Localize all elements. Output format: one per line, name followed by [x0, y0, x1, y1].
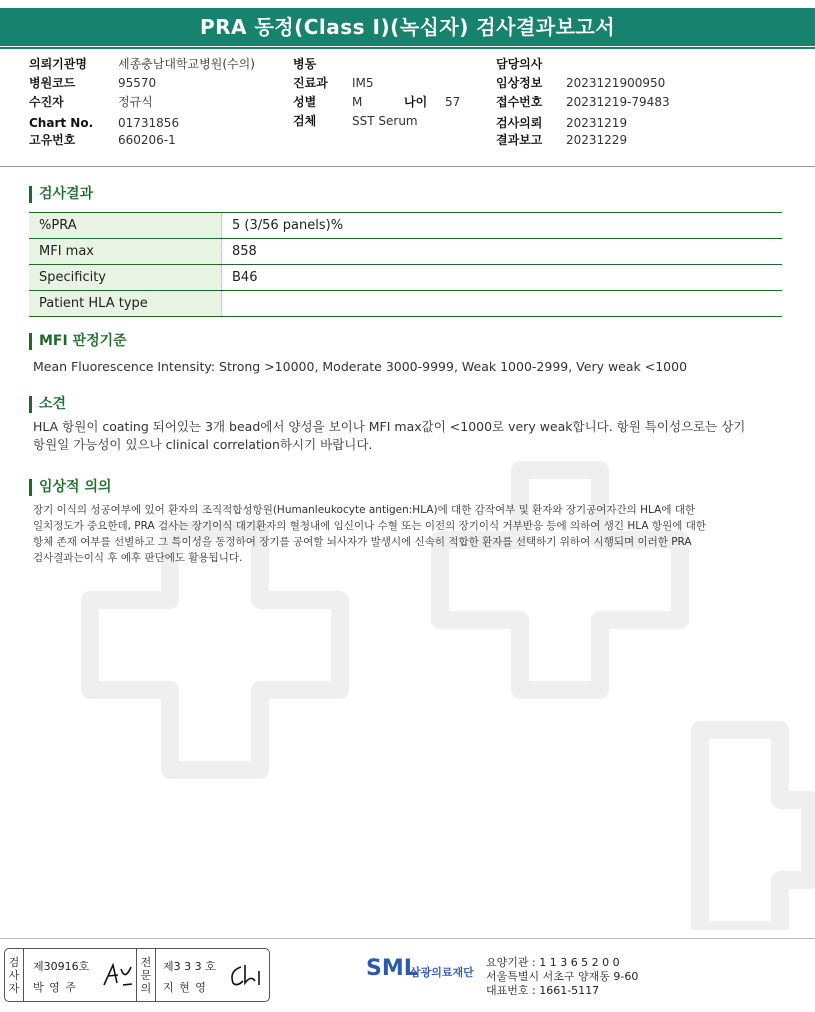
info-value-receipt-no: 20231219-79483: [566, 95, 670, 109]
clinical-text: [33, 502, 763, 566]
specialist-signature-icon: [227, 961, 265, 989]
result-label-pra: %PRA: [29, 213, 222, 239]
table-row: [29, 239, 782, 265]
info-key-institution: 의뢰기관명: [29, 57, 87, 71]
info-value-request-date: 20231219: [566, 116, 628, 130]
result-label-hla-type: Patient HLA type: [29, 291, 222, 317]
info-key-clinical-info: 임상정보: [496, 76, 543, 90]
info-value-clinical-info: 2023121900950: [566, 76, 666, 90]
info-key-report-date: 결과보고: [496, 133, 543, 147]
table-row: [29, 213, 782, 239]
result-value-pra: 5 (3/56 panels)%: [222, 213, 783, 239]
mfi-criteria-text: Mean Fluorescence Intensity: Strong >10000, Moderate 3000-9999, Weak 1000-2999, Very weak <1000: [33, 359, 688, 374]
clinical-line: 항체 존재 여부를 선별하고 그 특이성을 동정하여 장기를 공여할 뇌사자가 발생시에 신속히 적합한 환자를 선택하기 위하여 시행되며 이러한 PRA: [33, 536, 692, 548]
table-row: [29, 291, 782, 317]
clinical-line: 장기 이식의 성공여부에 있어 환자의 조직적합성항원(Humanleukocyte antigen:HLA)에 대한 감작여부 및 환자와 장기공여자간의 HLA에 대한: [33, 504, 696, 516]
specialist-label-char: 문: [140, 968, 152, 982]
result-value-specificity: B46: [222, 265, 783, 291]
address-line: 대표번호 : 1661-5117: [486, 984, 600, 997]
footer-divider: [0, 938, 815, 939]
info-value-department: IM5: [352, 76, 374, 90]
section-title-clinical: 임상적 의의: [29, 479, 112, 496]
inspector-label-char: 검: [8, 955, 20, 969]
result-label-specificity: Specificity: [29, 265, 222, 291]
info-value-institution: 세종충남대학교병원(수의): [118, 57, 255, 71]
inspector-label-char: 자: [8, 981, 20, 995]
logo-text: SML: [366, 956, 418, 981]
specialist-label: [136, 949, 156, 1001]
report-title: PRA 동정(Class I)(녹십자) 검사결과보고서: [0, 8, 815, 46]
finding-text: [33, 418, 768, 454]
patient-info: [0, 0, 815, 160]
info-key-sex: 성별: [293, 95, 317, 109]
info-key-physician: 담당의사: [496, 57, 543, 71]
info-key-unique-no: 고유번호: [29, 133, 76, 147]
info-key-ward: 병동: [293, 57, 317, 71]
info-key-specimen: 검체: [293, 114, 317, 128]
info-key-patient: 수진자: [29, 95, 64, 109]
specialist-license-no: 제3 3 3 호: [163, 960, 216, 973]
info-key-chart-no: Chart No.: [29, 116, 94, 130]
result-table: [29, 212, 782, 317]
inspector-signature-icon: [101, 961, 135, 989]
inspector-label-char: 사: [8, 968, 20, 982]
address-line: 서울특별시 서초구 양재동 9-60: [486, 970, 639, 983]
inspector-license-no: 제30916호: [33, 960, 90, 973]
info-key-receipt-no: 접수번호: [496, 95, 543, 109]
signature-box: [4, 948, 270, 1002]
info-value-hospital-code: 95570: [118, 76, 157, 90]
inspector-label: [5, 949, 24, 1001]
section-title-mfi: MFI 판정기준: [29, 333, 127, 350]
table-row: [29, 265, 782, 291]
specialist-name: 지 현 영: [163, 981, 207, 994]
info-value-sex: M: [352, 95, 363, 109]
info-key-department: 진료과: [293, 76, 328, 90]
specialist-label-char: 의: [140, 981, 152, 995]
inspector-name: 박 영 주: [33, 981, 77, 994]
info-key-request-date: 검사의뢰: [496, 116, 543, 130]
section-title-result: 검사결과: [29, 186, 93, 203]
info-value-report-date: 20231229: [566, 133, 628, 147]
info-value-unique-no: 660206-1: [118, 133, 176, 147]
info-divider: [0, 166, 815, 167]
result-label-mfi-max: MFI max: [29, 239, 222, 265]
specialist-label-char: 전: [140, 955, 152, 969]
address-line: 요양기관 : 1 1 3 6 5 2 0 0: [486, 956, 620, 969]
info-value-chart-no: 01731856: [118, 116, 180, 130]
finding-line: HLA 항원이 coating 되어있는 3개 bead에서 양성을 보이나 MFI max값이 <1000로 very weak합니다. 항원 특이성으로는 상기: [33, 419, 746, 434]
info-key-age: 나이: [404, 95, 428, 109]
org-name: 삼광의료재단: [410, 966, 474, 979]
result-value-hla-type: [222, 291, 783, 317]
section-title-finding: 소견: [29, 396, 66, 413]
clinical-line: 일치정도가 중요한데, PRA 검사는 장기이식 대기환자의 혈청내에 임신이나 수혈 또는 이전의 장기이식 거부반응 등에 의하여 생긴 HLA 항원에 대한: [33, 520, 706, 532]
info-value-specimen: SST Serum: [352, 114, 418, 128]
info-value-age: 57: [445, 95, 461, 109]
result-value-mfi-max: 858: [222, 239, 783, 265]
info-key-hospital-code: 병원코드: [29, 76, 76, 90]
finding-line: 항원일 가능성이 있으나 clinical correlation하시기 바랍니다.: [33, 437, 373, 452]
org-address: [486, 956, 638, 998]
clinical-line: 검사결과는이식 후 예후 판단에도 활용됩니다.: [33, 552, 243, 564]
info-value-patient: 정규식: [118, 95, 153, 109]
